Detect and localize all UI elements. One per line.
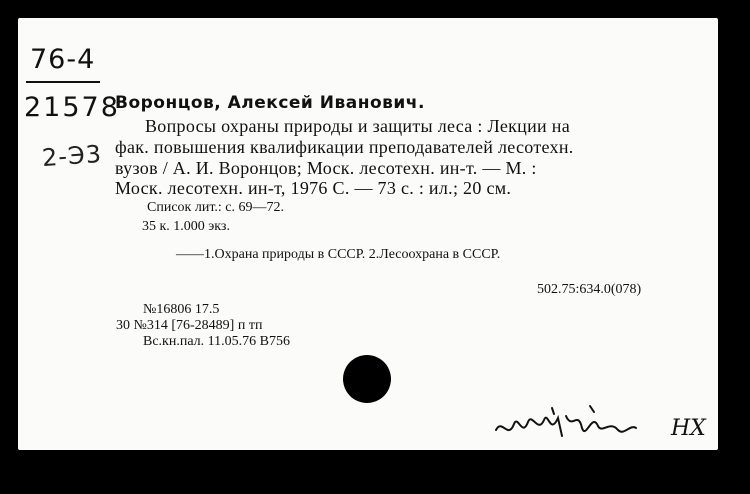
- title-line-4: Моск. лесотехн. ин-т, 1976 С. — 73 с. : ил.; 20 см.: [115, 178, 512, 198]
- title-line-3: вузов / А. И. Воронцов; Моск. лесотехн. ин-т. — М. :: [115, 158, 537, 178]
- bibliography-note: Список лит.: с. 69—72.: [147, 200, 284, 215]
- call-number-line-1: 76-4: [30, 44, 96, 75]
- title-line-2: фак. повышения квалификации преподавателей лесотехн.: [115, 137, 574, 157]
- handwritten-signature: [492, 400, 642, 450]
- udc-classification: 502.75:634.0(078): [537, 282, 642, 297]
- call-number-rule: [26, 81, 100, 83]
- registration-line-3: Вс.кн.пал. 11.05.76 В756: [143, 334, 290, 349]
- registration-line-2: 30 №314 [76-28489] п тп: [116, 318, 263, 333]
- call-number-line-3: 2-Э3: [41, 139, 103, 173]
- call-number-line-2: 21578: [24, 92, 120, 123]
- title-line-1: Вопросы охраны природы и защиты леса : Лекции на: [145, 116, 570, 136]
- subject-headings: ——1.Охрана природы в СССР. 2.Лесоохрана в СССР.: [176, 247, 501, 262]
- handwritten-initials: НХ: [671, 416, 706, 441]
- registration-line-1: №16806 17.5: [143, 302, 220, 317]
- author-heading: Воронцов, Алексей Иванович.: [115, 93, 425, 113]
- price-print-run: 35 к. 1.000 экз.: [142, 219, 230, 234]
- punch-hole: [343, 355, 391, 403]
